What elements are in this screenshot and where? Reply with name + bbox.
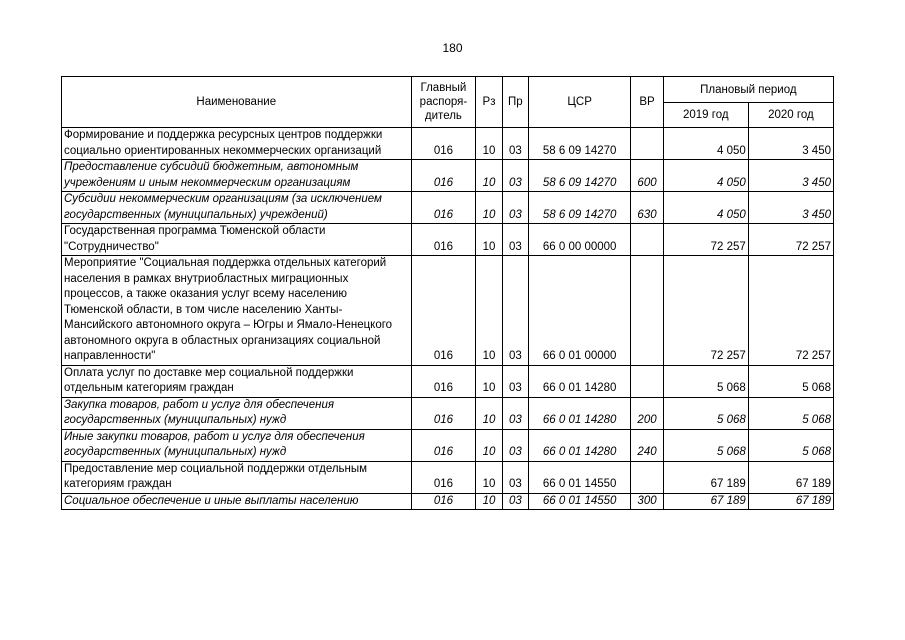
table-row bbox=[62, 224, 834, 256]
cell-csr: 58 6 09 14270 bbox=[529, 160, 631, 192]
cell-2020: 72 257 bbox=[748, 256, 833, 366]
cell-chief: 016 bbox=[411, 256, 476, 366]
cell-pr: 03 bbox=[502, 192, 528, 224]
header-vr: ВР bbox=[631, 77, 663, 128]
cell-2020: 72 257 bbox=[748, 224, 833, 256]
cell-rz: 10 bbox=[476, 128, 502, 160]
cell-chief: 016 bbox=[411, 224, 476, 256]
cell-pr: 03 bbox=[502, 128, 528, 160]
cell-chief: 016 bbox=[411, 461, 476, 493]
cell-csr: 66 0 01 14550 bbox=[529, 461, 631, 493]
cell-pr: 03 bbox=[502, 397, 528, 429]
header-chief bbox=[411, 77, 476, 128]
cell-2019: 5 068 bbox=[663, 429, 748, 461]
cell-vr: 600 bbox=[631, 160, 663, 192]
table-row bbox=[62, 128, 834, 160]
cell-rz: 10 bbox=[476, 461, 502, 493]
cell-pr: 03 bbox=[502, 160, 528, 192]
header-rz: Рз bbox=[476, 77, 502, 128]
cell-csr: 66 0 01 14550 bbox=[529, 493, 631, 510]
cell-name: Закупка товаров, работ и услуг для обеспечения государственных (муниципальных) нужд bbox=[62, 397, 412, 429]
cell-pr: 03 bbox=[502, 256, 528, 366]
cell-name: Оплата услуг по доставке мер социальной поддержки отдельным категориям граждан bbox=[62, 365, 412, 397]
table-row bbox=[62, 461, 834, 493]
table-body bbox=[62, 128, 834, 510]
cell-rz: 10 bbox=[476, 397, 502, 429]
header-chief-line: Главный bbox=[420, 82, 467, 94]
cell-chief: 016 bbox=[411, 397, 476, 429]
cell-chief: 016 bbox=[411, 160, 476, 192]
cell-pr: 03 bbox=[502, 461, 528, 493]
cell-2019: 4 050 bbox=[663, 192, 748, 224]
header-year-2020: 2020 год bbox=[748, 103, 833, 128]
table-header bbox=[62, 77, 834, 128]
cell-2020: 67 189 bbox=[748, 461, 833, 493]
cell-vr: 200 bbox=[631, 397, 663, 429]
table-row bbox=[62, 397, 834, 429]
cell-pr: 03 bbox=[502, 224, 528, 256]
table-row bbox=[62, 429, 834, 461]
cell-rz: 10 bbox=[476, 365, 502, 397]
cell-chief: 016 bbox=[411, 429, 476, 461]
cell-csr: 66 0 00 00000 bbox=[529, 224, 631, 256]
header-chief-line: дитель bbox=[424, 110, 462, 122]
cell-2020: 3 450 bbox=[748, 192, 833, 224]
cell-vr bbox=[631, 365, 663, 397]
cell-chief: 016 bbox=[411, 493, 476, 510]
cell-vr bbox=[631, 128, 663, 160]
page-number: 180 bbox=[442, 41, 463, 55]
cell-csr: 66 0 01 00000 bbox=[529, 256, 631, 366]
cell-2019: 72 257 bbox=[663, 256, 748, 366]
cell-pr: 03 bbox=[502, 365, 528, 397]
cell-name: Предоставление субсидий бюджетным, автономным учреждениям и иным некоммерческим организациям bbox=[62, 160, 412, 192]
cell-2019: 67 189 bbox=[663, 493, 748, 510]
cell-name: Субсидии некоммерческим организациям (за исключением государственных (муниципальных) учреждений) bbox=[62, 192, 412, 224]
cell-rz: 10 bbox=[476, 493, 502, 510]
cell-2019: 5 068 bbox=[663, 397, 748, 429]
table-row bbox=[62, 493, 834, 510]
cell-pr: 03 bbox=[502, 493, 528, 510]
cell-chief: 016 bbox=[411, 365, 476, 397]
cell-2020: 67 189 bbox=[748, 493, 833, 510]
table-row bbox=[62, 160, 834, 192]
cell-csr: 66 0 01 14280 bbox=[529, 365, 631, 397]
header-chief-line: распоря- bbox=[419, 96, 468, 108]
cell-csr: 58 6 09 14270 bbox=[529, 192, 631, 224]
cell-vr bbox=[631, 256, 663, 366]
cell-rz: 10 bbox=[476, 256, 502, 366]
table-row bbox=[62, 192, 834, 224]
cell-csr: 58 6 09 14270 bbox=[529, 128, 631, 160]
cell-chief: 016 bbox=[411, 128, 476, 160]
cell-2019: 5 068 bbox=[663, 365, 748, 397]
cell-vr: 300 bbox=[631, 493, 663, 510]
cell-vr: 630 bbox=[631, 192, 663, 224]
cell-rz: 10 bbox=[476, 224, 502, 256]
cell-2019: 4 050 bbox=[663, 160, 748, 192]
cell-2019: 72 257 bbox=[663, 224, 748, 256]
cell-2020: 3 450 bbox=[748, 160, 833, 192]
cell-2020: 3 450 bbox=[748, 128, 833, 160]
header-plan-period: Плановый период bbox=[663, 77, 833, 103]
budget-table bbox=[61, 76, 834, 510]
cell-rz: 10 bbox=[476, 429, 502, 461]
cell-name: Формирование и поддержка ресурсных центров поддержки социально ориентированных некоммерческих организаций bbox=[62, 128, 412, 160]
cell-vr bbox=[631, 461, 663, 493]
cell-rz: 10 bbox=[476, 192, 502, 224]
cell-rz: 10 bbox=[476, 160, 502, 192]
cell-2020: 5 068 bbox=[748, 429, 833, 461]
header-csr: ЦСР bbox=[529, 77, 631, 128]
cell-pr: 03 bbox=[502, 429, 528, 461]
cell-name: Социальное обеспечение и иные выплаты населению bbox=[62, 493, 412, 510]
cell-2019: 67 189 bbox=[663, 461, 748, 493]
table-row bbox=[62, 256, 834, 366]
cell-vr bbox=[631, 224, 663, 256]
header-name: Наименование bbox=[62, 77, 412, 128]
cell-2020: 5 068 bbox=[748, 365, 833, 397]
header-year-2019: 2019 год bbox=[663, 103, 748, 128]
cell-csr: 66 0 01 14280 bbox=[529, 397, 631, 429]
cell-csr: 66 0 01 14280 bbox=[529, 429, 631, 461]
cell-2020: 5 068 bbox=[748, 397, 833, 429]
table-row bbox=[62, 365, 834, 397]
cell-2019: 4 050 bbox=[663, 128, 748, 160]
cell-chief: 016 bbox=[411, 192, 476, 224]
cell-name: Иные закупки товаров, работ и услуг для обеспечения государственных (муниципальных) нужд bbox=[62, 429, 412, 461]
cell-name: Мероприятие "Социальная поддержка отдельных категорий населения в рамках внутриобластных миграционных процессов, а также оказания услуг всему населению Тюменской области, в том числе населению Ханты-Мансийского автономного округа – Югры и Ямало-Ненецкого автономного округа в областных организациях социальной направленности" bbox=[62, 256, 412, 366]
cell-vr: 240 bbox=[631, 429, 663, 461]
header-pr: Пр bbox=[502, 77, 528, 128]
cell-name: Предоставление мер социальной поддержки отдельным категориям граждан bbox=[62, 461, 412, 493]
cell-name: Государственная программа Тюменской области "Сотрудничество" bbox=[62, 224, 412, 256]
